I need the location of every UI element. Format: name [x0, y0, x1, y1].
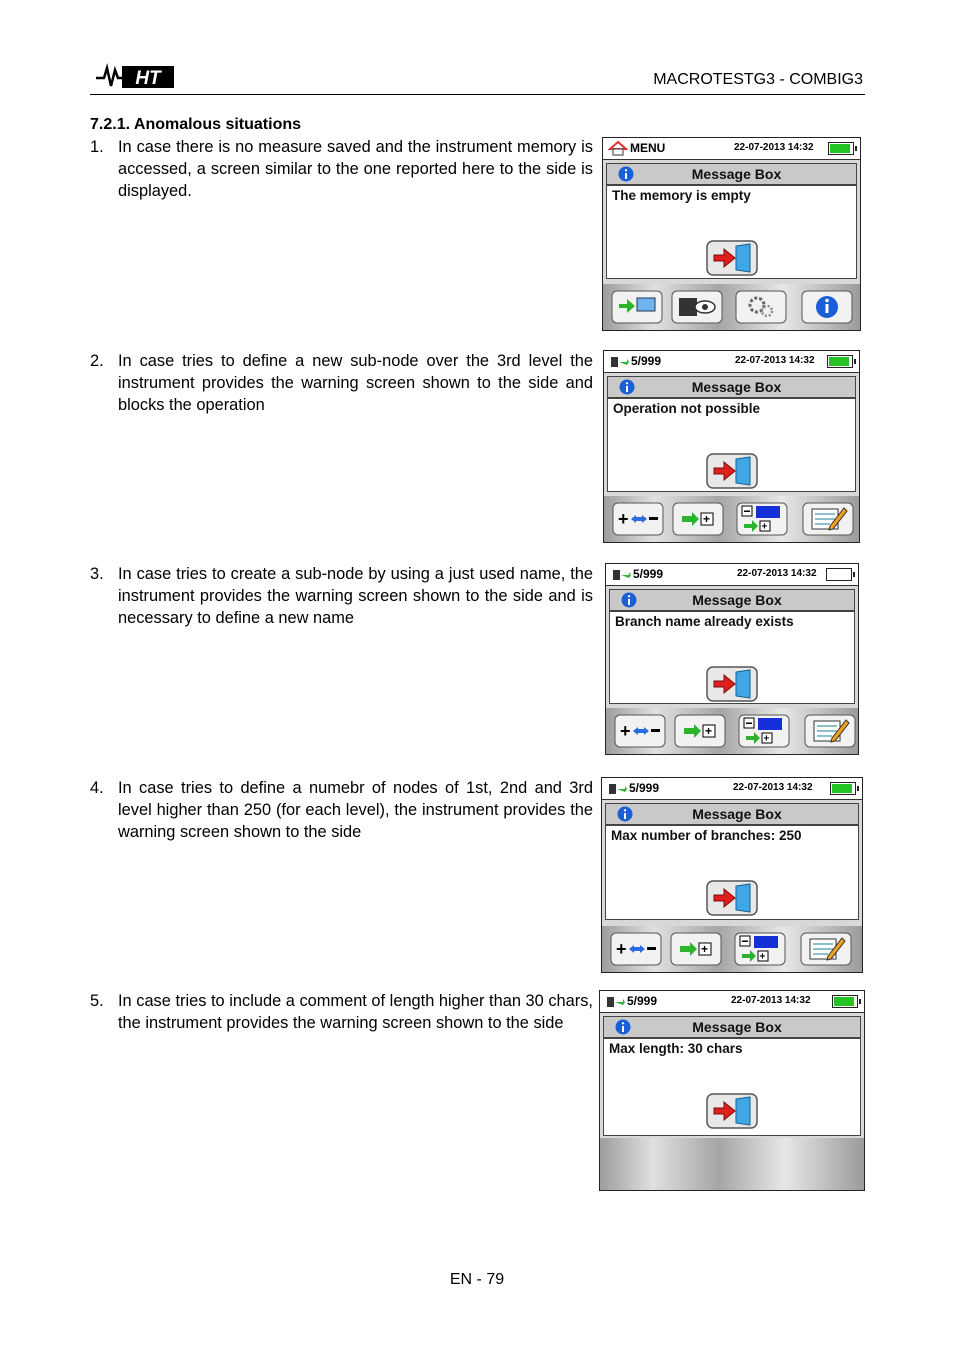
step-number: 4.: [90, 779, 104, 797]
step-1: [90, 136, 593, 203]
message-box-body: [609, 611, 855, 704]
message-text: Max length: 30 chars: [609, 1041, 743, 1056]
step-2: [90, 350, 593, 417]
message-box-body: [603, 1038, 861, 1136]
message-text: Max number of branches: 250: [611, 828, 802, 843]
ht-logo-icon: [94, 62, 178, 90]
status-datetime: 22-07-2013 14:32: [737, 568, 817, 579]
add-node-icon[interactable]: [614, 714, 666, 748]
message-box-header: [603, 1016, 861, 1038]
battery-icon: [832, 995, 858, 1008]
message-box-header: [609, 589, 855, 611]
message-box-title: Message Box: [692, 592, 782, 608]
insert-subnode-icon[interactable]: [738, 714, 790, 748]
status-bar: [606, 564, 858, 586]
exit-button[interactable]: [706, 240, 758, 276]
step-3: [90, 563, 593, 630]
edit-comment-icon[interactable]: [802, 502, 854, 536]
message-box-title: Message Box: [692, 1019, 782, 1035]
toolbar: [602, 926, 862, 972]
insert-node-icon[interactable]: [670, 932, 722, 966]
step-number: 3.: [90, 565, 104, 583]
step-text: In case tries to create a sub-node by using a just used name, the instrument provides the warning screen shown to the side and is necessary to define a new name: [118, 565, 593, 628]
memory-view-icon[interactable]: [671, 290, 723, 324]
message-box-header: [606, 163, 857, 185]
message-text: Operation not possible: [613, 401, 761, 416]
status-label: 5/999: [629, 781, 660, 795]
status-label: 5/999: [627, 994, 658, 1008]
svg-text:+: +: [763, 733, 770, 745]
status-bar: [603, 138, 860, 160]
svg-text:+: +: [705, 724, 713, 738]
svg-text:+: +: [618, 509, 629, 529]
step-text: In case tries to include a comment of length higher than 30 chars, the instrument provides the warning screen shown to the side: [118, 992, 593, 1033]
settings-gear-icon[interactable]: [735, 290, 787, 324]
svg-text:+: +: [701, 942, 709, 956]
instrument-screen-5: [599, 990, 865, 1191]
add-node-icon[interactable]: [612, 502, 664, 536]
instrument-screen-1: [602, 137, 861, 331]
svg-text:+: +: [703, 512, 711, 526]
insert-node-icon[interactable]: [672, 502, 724, 536]
brand-text: HT: [135, 68, 161, 89]
document-title: MACROTESTG3 - COMBIG3: [653, 71, 863, 88]
svg-text:+: +: [620, 721, 631, 741]
step-number: 5.: [90, 992, 104, 1010]
memory-location-icon: [605, 994, 625, 1009]
toolbar: [606, 708, 858, 754]
exit-button[interactable]: [706, 453, 758, 489]
status-bar: [604, 351, 859, 373]
memory-location-icon: [607, 781, 627, 796]
message-text: Branch name already exists: [615, 614, 794, 629]
status-datetime: 22-07-2013 14:32: [733, 782, 813, 793]
battery-icon: [826, 568, 852, 581]
memory-location-icon: [611, 567, 631, 582]
insert-subnode-icon[interactable]: [736, 502, 788, 536]
status-datetime: 22-07-2013 14:32: [734, 142, 814, 153]
message-text: The memory is empty: [612, 188, 751, 203]
step-4: [90, 777, 593, 844]
battery-icon: [827, 355, 853, 368]
insert-subnode-icon[interactable]: [734, 932, 786, 966]
insert-node-icon[interactable]: [674, 714, 726, 748]
message-box-body: [605, 825, 859, 920]
toolbar-empty: [600, 1138, 864, 1190]
step-text: In case tries to define a numebr of nodes of 1st, 2nd and 3rd level higher than 250 (for each level), the instrument provides the warning screen shown to the side: [118, 779, 593, 842]
status-bar: [600, 991, 864, 1013]
battery-icon: [830, 782, 856, 795]
step-number: 2.: [90, 352, 104, 370]
step-text: In case tries to define a new sub-node over the 3rd level the instrument provides the warning screen shown to the side and blocks the operation: [118, 352, 593, 415]
toolbar: [604, 496, 859, 542]
message-box-body: [607, 398, 856, 492]
svg-text:+: +: [761, 521, 768, 533]
svg-text:+: +: [759, 951, 766, 963]
battery-icon: [828, 142, 854, 155]
message-box-header: [605, 803, 859, 825]
instrument-screen-3: [605, 563, 859, 755]
step-5: [90, 990, 593, 1034]
message-box-title: Message Box: [691, 166, 782, 182]
message-box-title: Message Box: [692, 806, 782, 822]
page-header: [90, 60, 865, 95]
page-number: EN - 79: [449, 1271, 505, 1288]
instrument-screen-2: [603, 350, 860, 543]
message-box-body: [606, 185, 857, 279]
info-button-icon[interactable]: [801, 290, 853, 324]
memory-location-icon: [609, 354, 629, 369]
exit-button[interactable]: [706, 666, 758, 702]
home-icon: [608, 141, 628, 156]
status-datetime: 22-07-2013 14:32: [731, 995, 811, 1006]
exit-button[interactable]: [706, 1093, 758, 1129]
add-node-icon[interactable]: [610, 932, 662, 966]
exit-button[interactable]: [706, 880, 758, 916]
message-box-header: [607, 376, 856, 398]
edit-comment-icon[interactable]: [804, 714, 856, 748]
toolbar: [603, 284, 860, 330]
status-label: 5/999: [631, 354, 662, 368]
message-box-title: Message Box: [691, 379, 782, 395]
edit-comment-icon[interactable]: [800, 932, 852, 966]
status-label: MENU: [630, 141, 666, 155]
svg-text:+: +: [616, 939, 627, 959]
instrument-screen-4: [601, 777, 863, 973]
status-datetime: 22-07-2013 14:32: [735, 355, 815, 366]
step-number: 1.: [90, 138, 104, 156]
section-title: 7.2.1. Anomalous situations: [90, 116, 302, 133]
status-bar: [602, 778, 862, 800]
status-label: 5/999: [633, 567, 664, 581]
step-text: In case there is no measure saved and the instrument memory is accessed, a screen similar to the one reported here to the side is displayed.: [118, 138, 593, 201]
transfer-pc-icon[interactable]: [611, 290, 663, 324]
